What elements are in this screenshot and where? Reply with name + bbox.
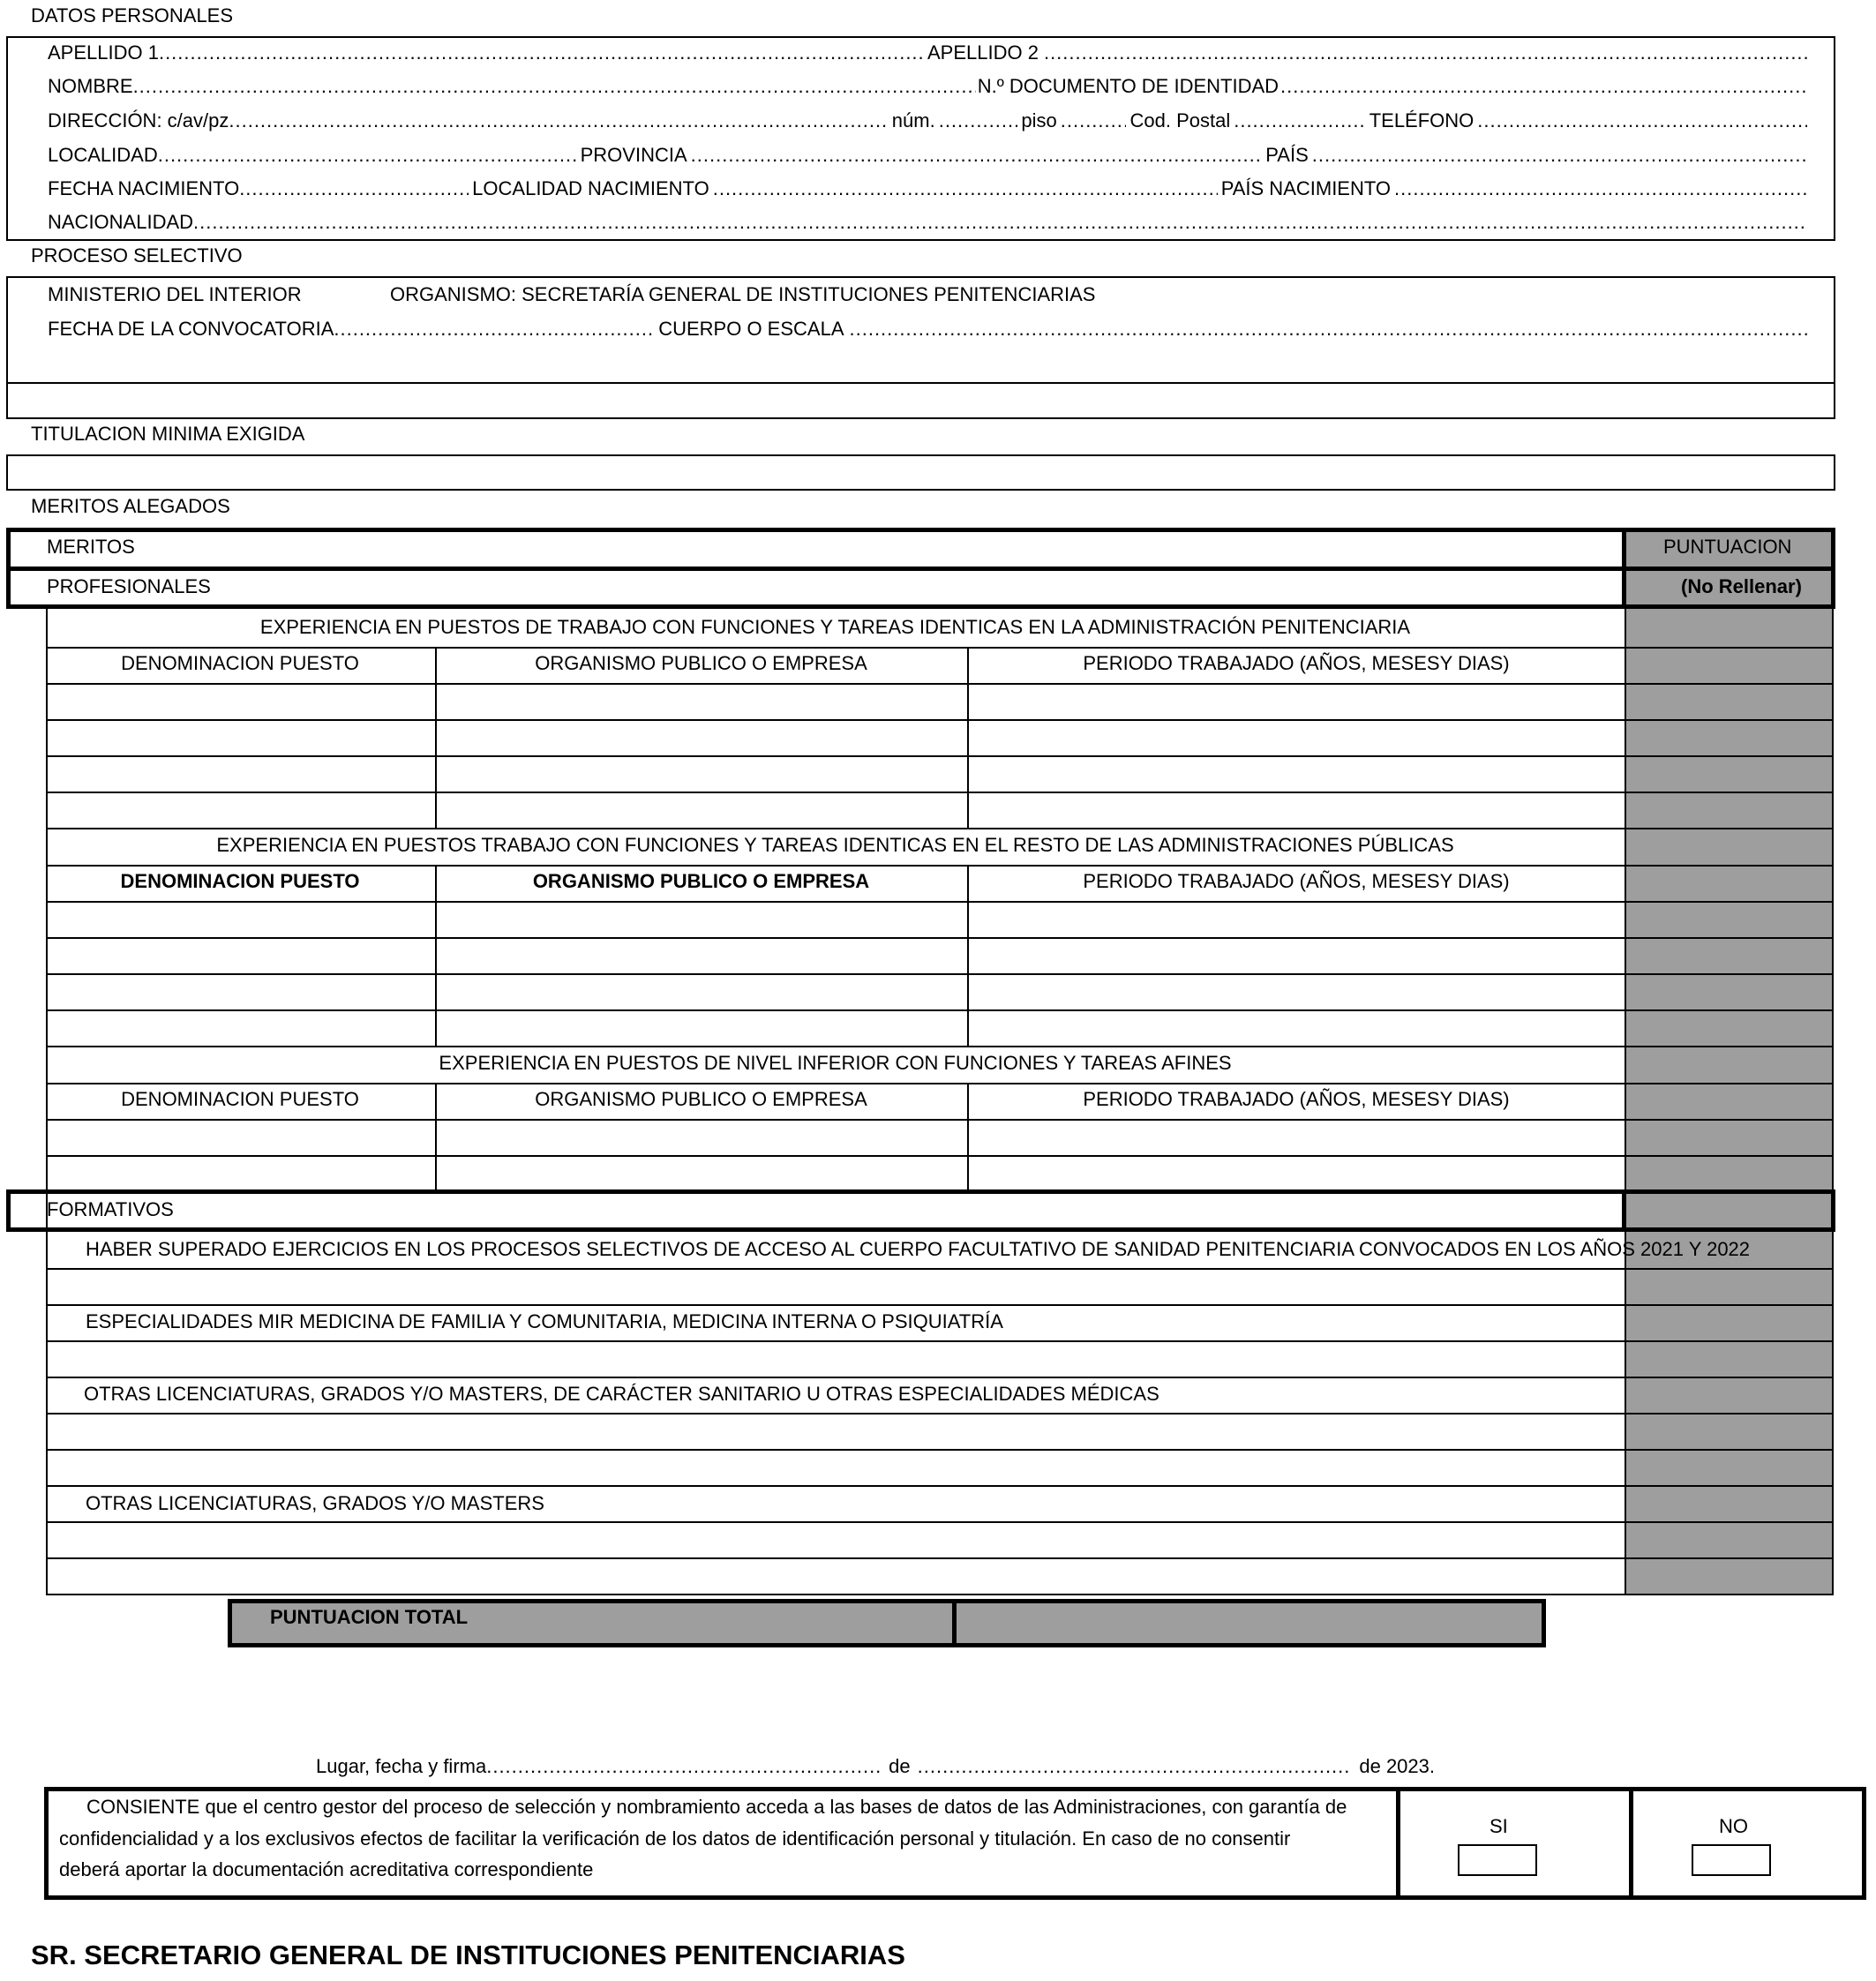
firma-year-label: de 2023.: [1359, 1755, 1435, 1777]
exp1-line: [46, 647, 1834, 649]
nombre-label: NOMBRE: [48, 75, 133, 97]
consent-si-label: SI: [1490, 1815, 1508, 1837]
localidad-nacimiento-field[interactable]: [713, 177, 1218, 200]
exp3-line: [46, 1083, 1834, 1084]
total-divider: [952, 1599, 957, 1647]
consent-divider-2: [1629, 1787, 1633, 1900]
num-field[interactable]: [939, 109, 1018, 132]
exp3-line: [46, 1119, 1834, 1121]
firma-de-label: de: [889, 1755, 911, 1777]
firma-lugar-field[interactable]: [486, 1755, 882, 1778]
exp2-col-denominacion: DENOMINACION PUESTO: [120, 870, 360, 892]
apellido1-field[interactable]: [159, 41, 922, 64]
form-line: [46, 1377, 1834, 1378]
provincia-field[interactable]: [691, 144, 1263, 167]
formativos-frame: [6, 1189, 1835, 1232]
exp2-title: EXPERIENCIA EN PUESTOS TRABAJO CON FUNCIONES Y TAREAS IDENTICAS EN EL RESTO DE LAS ADMINISTRACIONES PÚBLICAS: [216, 834, 1454, 856]
table-bottom-border: [46, 1594, 1834, 1595]
pais-field[interactable]: [1312, 144, 1807, 167]
no-rellenar-label: (No Rellenar): [1681, 575, 1802, 597]
score-column: [1625, 529, 1834, 1595]
consent-line-1: CONSIENTE que el centro gestor del proceso de selección y nombramiento acceda a las bases de datos de las Administraciones, con garantía de: [86, 1796, 1347, 1818]
pais-label: PAÍS: [1265, 144, 1309, 166]
exp1-col-denominacion: DENOMINACION PUESTO: [121, 652, 359, 674]
exp2-col-periodo: PERIODO TRABAJADO (AÑOS, MESESY DIAS): [1083, 870, 1510, 892]
exp1-line: [46, 719, 1834, 721]
form1-label: HABER SUPERADO EJERCICIOS EN LOS PROCESOS SELECTIVOS DE ACCESO AL CUERPO FACULTATIVO DE SANIDAD PENITENCIARIA CONVOCADOS EN LOS AÑOS 2021 Y 2022: [86, 1238, 1751, 1260]
telefono-field[interactable]: [1477, 109, 1807, 132]
form-line: [46, 1557, 1834, 1559]
meritos-header-divider: [6, 567, 1835, 571]
exp2-line: [46, 973, 1834, 975]
exp2-col-organismo: ORGANISMO PUBLICO O EMPRESA: [532, 870, 870, 892]
exp1-col-periodo: PERIODO TRABAJADO (AÑOS, MESESY DIAS): [1083, 652, 1510, 674]
form2-label: ESPECIALIDADES MIR MEDICINA DE FAMILIA Y COMUNITARIA, MEDICINA INTERNA O PSIQUIATRÍA: [86, 1310, 1003, 1332]
profesionales-label: PROFESIONALES: [47, 575, 211, 597]
exp2-line: [46, 1046, 1834, 1047]
apellido2-label: APELLIDO 2: [927, 41, 1039, 64]
exp1-line: [46, 828, 1834, 829]
cod-postal-label: Cod. Postal: [1129, 109, 1231, 131]
exp2-vline: [967, 865, 969, 1046]
fecha-convocatoria-label: FECHA DE LA CONVOCATORIA: [48, 318, 334, 340]
form3-label: OTRAS LICENCIATURAS, GRADOS Y/O MASTERS, DE CARÁCTER SANITARIO U OTRAS ESPECIALIDADES MÉDICAS: [84, 1383, 1159, 1405]
section-proceso-selectivo: PROCESO SELECTIVO: [31, 244, 243, 266]
telefono-label: TELÉFONO: [1369, 109, 1475, 131]
consent-no-label: NO: [1719, 1815, 1748, 1837]
nombre-field[interactable]: [133, 75, 976, 98]
exp3-col-organismo: ORGANISMO PUBLICO O EMPRESA: [535, 1088, 867, 1110]
firma-mes-field[interactable]: [918, 1755, 1353, 1778]
organismo-label: ORGANISMO: SECRETARÍA GENERAL DE INSTITUCIONES PENITENCIARIAS: [390, 283, 1096, 305]
proceso-box: [6, 276, 1835, 419]
piso-field[interactable]: [1061, 109, 1127, 132]
form-line: [46, 1449, 1834, 1451]
form-line: [46, 1521, 1834, 1523]
exp1-vline: [435, 647, 437, 828]
piso-label: piso: [1021, 109, 1057, 131]
addressee: SR. SECRETARIO GENERAL DE INSTITUCIONES PENITENCIARIAS: [31, 1940, 905, 1970]
provincia-label: PROVINCIA: [580, 144, 687, 166]
meritos-label: MERITOS: [47, 536, 135, 558]
total-label: PUNTUACION TOTAL: [270, 1606, 469, 1628]
fecha-nacimiento-label: FECHA NACIMIENTO: [48, 177, 240, 199]
exp1-line: [46, 755, 1834, 757]
pais-nacimiento-field[interactable]: [1394, 177, 1807, 200]
documento-label: N.º DOCUMENTO DE IDENTIDAD: [977, 75, 1279, 97]
consent-divider-1: [1396, 1787, 1400, 1900]
form-line: [46, 1304, 1834, 1306]
documento-field[interactable]: [1280, 75, 1807, 98]
apellido2-field[interactable]: [1044, 41, 1807, 64]
fecha-nacimiento-field[interactable]: [239, 177, 469, 200]
exp2-line: [46, 865, 1834, 867]
exp1-vline: [967, 647, 969, 828]
personal-data-box: [6, 36, 1835, 241]
cod-postal-field[interactable]: [1234, 109, 1365, 132]
direccion-label: DIRECCIÓN: c/av/pz: [48, 109, 229, 131]
exp2-line: [46, 937, 1834, 939]
localidad-label: LOCALIDAD: [48, 144, 158, 166]
direccion-field[interactable]: [229, 109, 888, 132]
exp3-vline: [967, 1083, 969, 1191]
consent-si-checkbox[interactable]: [1458, 1844, 1537, 1876]
proceso-divider: [8, 382, 1834, 384]
exp3-line: [46, 1155, 1834, 1157]
cuerpo-label: CUERPO O ESCALA: [658, 318, 844, 340]
section-titulacion: TITULACION MINIMA EXIGIDA: [31, 423, 305, 445]
nacionalidad-field[interactable]: [193, 211, 1807, 234]
exp2-line: [46, 1009, 1834, 1011]
firma-lugar-label: Lugar, fecha y firma: [316, 1755, 487, 1777]
exp2-line: [46, 901, 1834, 903]
consent-no-checkbox[interactable]: [1692, 1844, 1771, 1876]
exp2-vline: [435, 865, 437, 1046]
exp3-col-periodo: PERIODO TRABAJADO (AÑOS, MESESY DIAS): [1083, 1088, 1510, 1110]
form-line: [46, 1268, 1834, 1270]
exp1-title: EXPERIENCIA EN PUESTOS DE TRABAJO CON FUNCIONES Y TAREAS IDENTICAS EN LA ADMINISTRACIÓN PENITENCIARIA: [259, 616, 1411, 638]
exp1-col-organismo: ORGANISMO PUBLICO O EMPRESA: [535, 652, 867, 674]
fecha-convocatoria-field[interactable]: [334, 318, 653, 341]
form-line: [46, 1340, 1834, 1342]
exp1-line: [46, 792, 1834, 793]
titulacion-field[interactable]: [6, 454, 1835, 491]
consent-line-2: confidencialidad y a los exclusivos efectos de facilitar la verificación de los datos de identificación personal y titulación. En caso de no consentir: [59, 1827, 1291, 1850]
consent-line-3: deberá aportar la documentación acreditativa correspondiente: [59, 1858, 594, 1880]
localidad-field[interactable]: [158, 144, 577, 167]
localidad-nacimiento-label: LOCALIDAD NACIMIENTO: [472, 177, 709, 199]
exp3-title: EXPERIENCIA EN PUESTOS DE NIVEL INFERIOR CON FUNCIONES Y TAREAS AFINES: [439, 1052, 1232, 1074]
ministerio-label: MINISTERIO DEL INTERIOR: [48, 283, 302, 305]
form-line: [46, 1485, 1834, 1487]
puntuacion-label: PUNTUACION: [1663, 536, 1792, 558]
section-meritos-alegados: MERITOS ALEGADOS: [31, 495, 230, 517]
form4-label: OTRAS LICENCIATURAS, GRADOS Y/O MASTERS: [86, 1492, 544, 1514]
cuerpo-field[interactable]: [850, 318, 1808, 341]
apellido1-label: APELLIDO 1: [48, 41, 159, 64]
section-datos-personales: DATOS PERSONALES: [31, 4, 234, 26]
form-line: [46, 1413, 1834, 1414]
formativos-label: FORMATIVOS: [47, 1198, 174, 1220]
exp1-line: [46, 683, 1834, 685]
meritos-header-vdivider: [1622, 528, 1626, 609]
exp3-col-denominacion: DENOMINACION PUESTO: [121, 1088, 359, 1110]
exp3-vline: [435, 1083, 437, 1191]
pais-nacimiento-label: PAÍS NACIMIENTO: [1220, 177, 1392, 199]
formativos-vdivider: [1622, 1189, 1626, 1232]
nacionalidad-label: NACIONALIDAD: [48, 211, 194, 233]
num-label: núm.: [891, 109, 935, 131]
